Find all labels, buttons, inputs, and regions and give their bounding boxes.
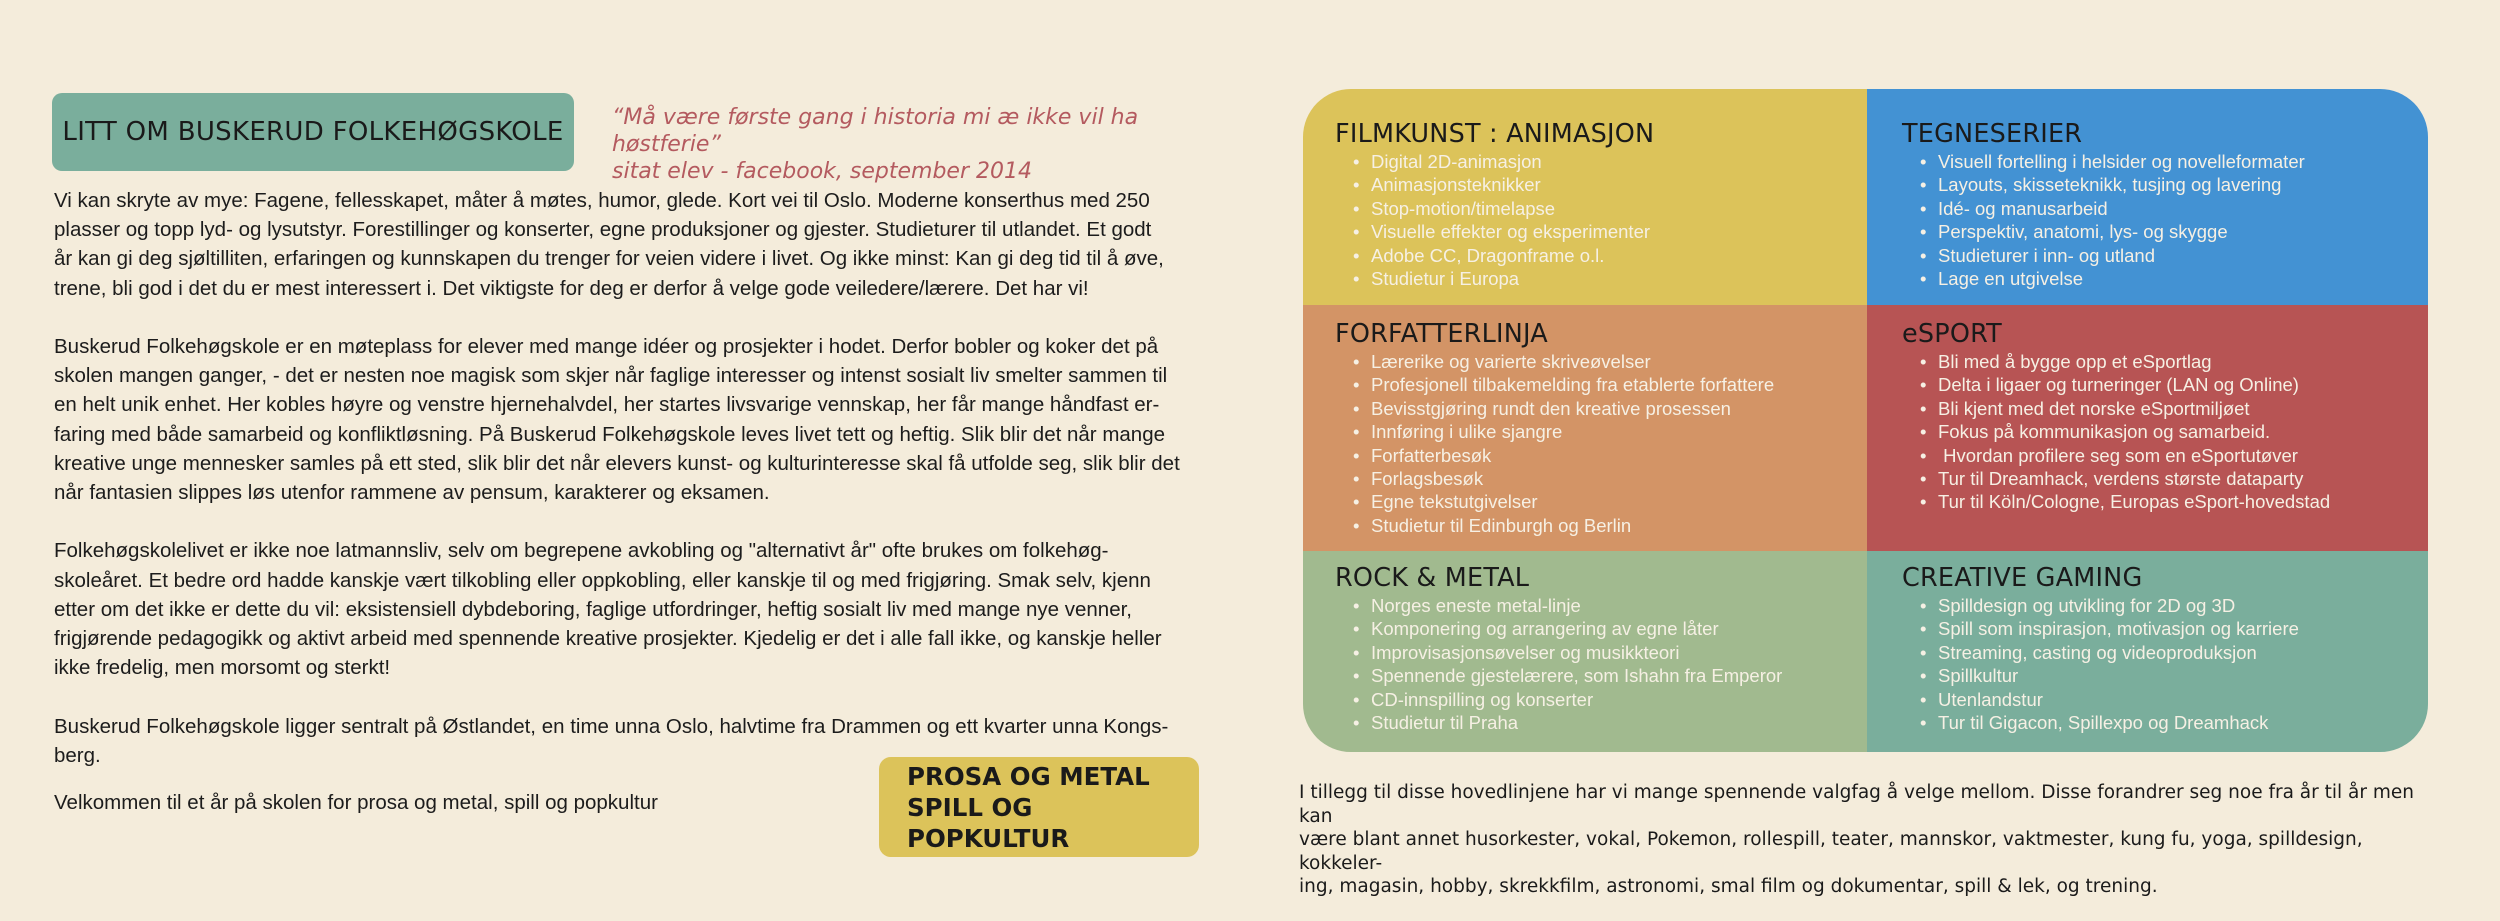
list-item: • Forlagsbesøk	[1371, 467, 1847, 490]
list-item: • Tur til Köln/Cologne, Europas eSport-hovedstad	[1938, 490, 2408, 513]
list-item: • Fokus på kommunikasjon og samarbeid.	[1938, 420, 2408, 443]
list-item: • Komponering og arrangering av egne låter	[1371, 617, 1847, 640]
list-item: • Innføring i ulike sjangre	[1371, 420, 1847, 443]
list-item: • Studietur i Europa	[1371, 267, 1847, 290]
program-title: ROCK & METAL	[1335, 563, 1530, 593]
list-item: • Stop-motion/timelapse	[1371, 197, 1847, 220]
list-item: • Perspektiv, anatomi, lys- og skygge	[1938, 220, 2408, 243]
list-item: • Studieturer i inn- og utland	[1938, 244, 2408, 267]
quote-source: sitat elev - facebook, september 2014	[612, 159, 1032, 184]
tagline-line-1: PROSA OG METAL	[907, 761, 1150, 791]
list-item: • Spill som inspirasjon, motivasjon og karriere	[1938, 617, 2408, 640]
tagline-badge	[879, 757, 1199, 857]
electives-line-1: I tillegg til disse hovedlinjene har vi mange spennende valgfag å velge mellom. Disse forandrer seg noe fra år til år men kan	[1299, 782, 2414, 827]
list-item: • Lage en utgivelse	[1938, 267, 2408, 290]
electives-line-2: være blant annet husorkester, vokal, Pokemon, rollespill, teater, mannskor, vaktmester, kung fu, yoga, spilldesign, kokkeler-	[1299, 829, 2363, 874]
program-filmkunst	[1303, 89, 1867, 305]
list-item: • Studietur til Edinburgh og Berlin	[1371, 514, 1847, 537]
welcome-text: Velkommen til et år på skolen for prosa og metal, spill og popkultur	[54, 791, 658, 814]
program-title: FILMKUNST : ANIMASJON	[1335, 119, 1655, 149]
tagline-line-2: SPILL OG POPKULTUR	[907, 792, 1070, 853]
list-item: • Bli kjent med det norske eSportmiljøet	[1938, 397, 2408, 420]
list-item: • Spilldesign og utvikling for 2D og 3D	[1938, 594, 2408, 617]
paragraph-2: Buskerud Folkehøgskole er en møteplass for elever med mange idéer og prosjekter i hodet. Derfor bobler og koker det på skolen mangen ganger, - det er nesten noe magisk som skjer når faglige interesser og intenst sosialt liv smelter sammen til en helt unik enhet. Her kobles høyre og venstre hjernehalvdel, her startes livsvarige vennskap, her får mange håndfast er- faring med både samarbeid og konfliktløsning. På Buskerud Folkehøgskole leves livet tett og heftig. Slik blir det når mange kreative unge mennesker samles på ett sted, slik blir det når elevers kunst- og kulturinteresse skal få utfolde seg, slik blir det når fantasien slippes løs utenfor rammene av pensum, karakterer og eksamen.	[54, 335, 1180, 505]
electives-text	[1299, 781, 2439, 899]
list-item: • Idé- og manusarbeid	[1938, 197, 2408, 220]
program-title: eSPORT	[1902, 319, 2002, 349]
list-item: • Improvisasjonsøvelser og musikkteori	[1371, 641, 1847, 664]
list-item: • Hvordan profilere seg som en eSportutøver	[1938, 444, 2408, 467]
list-item: • Tur til Gigacon, Spillexpo og Dreamhack	[1938, 711, 2408, 734]
list-item: • Spennende gjestelærere, som Ishahn fra Emperor	[1371, 664, 1847, 687]
program-list	[1902, 594, 2408, 734]
list-item: • Streaming, casting og videoproduksjon	[1938, 641, 2408, 664]
program-forfatterlinja	[1303, 305, 1867, 551]
intro-text	[54, 186, 1234, 799]
paragraph-3: Folkehøgskolelivet er ikke noe latmannsliv, selv om begrepene avkobling og "alternativt år" ofte brukes om folkehøg- skoleåret. Et bedre ord hadde kanskje vært tilkobling eller oppkobling, eller kanskje til og med frigjøring. Smak selv, kjenn etter om det ikke er dette du vil: eksistensiell dybdeboring, faglige utfordringer, heftig sosialt liv med mange nye venner, frigjørende pedagogikk og aktivt arbeid med spennende kreative prosjekter. Kjedelig er det i alle fall ikke, og kanskje heller ikke fredelig, men morsomt og sterkt!	[54, 539, 1162, 680]
program-title: TEGNESERIER	[1902, 119, 2083, 149]
list-item: • Visuelle effekter og eksperimenter	[1371, 220, 1847, 243]
list-item: • Lærerike og varierte skriveøvelser	[1371, 350, 1847, 373]
list-item: • Delta i ligaer og turneringer (LAN og Online)	[1938, 373, 2408, 396]
program-esport	[1867, 305, 2428, 551]
list-item: • Profesjonell tilbakemelding fra etablerte forfattere	[1371, 373, 1847, 396]
program-creative-gaming	[1867, 551, 2428, 752]
list-item: • Adobe CC, Dragonframe o.l.	[1371, 244, 1847, 267]
quote-text: “Må være første gang i historia mi æ ikke vil ha høstferie”	[612, 105, 1139, 157]
list-item: • Studietur til Praha	[1371, 711, 1847, 734]
school-title: LITT OM BUSKERUD FOLKEHØGSKOLE	[62, 117, 564, 147]
list-item: • Norges eneste metal-linje	[1371, 594, 1847, 617]
program-list	[1335, 594, 1847, 734]
list-item: • CD-innspilling og konserter	[1371, 688, 1847, 711]
program-grid	[1303, 89, 2428, 752]
program-rock-metal	[1303, 551, 1867, 752]
list-item: • Egne tekstutgivelser	[1371, 490, 1847, 513]
program-list	[1902, 350, 2408, 514]
program-title: FORFATTERLINJA	[1335, 319, 1548, 349]
list-item: • Animasjonsteknikker	[1371, 173, 1847, 196]
program-list	[1902, 150, 2408, 290]
student-quote	[612, 104, 1252, 185]
list-item: • Digital 2D-animasjon	[1371, 150, 1847, 173]
program-list	[1335, 150, 1847, 290]
electives-line-3: ing, magasin, hobby, skrekkfilm, astronomi, smal film og dokumentar, spill & lek, og trening.	[1299, 876, 2158, 897]
list-item: • Forfatterbesøk	[1371, 444, 1847, 467]
school-title-badge	[52, 93, 574, 171]
program-list	[1335, 350, 1847, 537]
program-tegneserier	[1867, 89, 2428, 305]
list-item: • Bevisstgjøring rundt den kreative prosessen	[1371, 397, 1847, 420]
list-item: • Visuell fortelling i helsider og novelleformater	[1938, 150, 2408, 173]
list-item: • Utenlandstur	[1938, 688, 2408, 711]
paragraph-4: Buskerud Folkehøgskole ligger sentralt på Østlandet, en time unna Oslo, halvtime fra Drammen og ett kvarter unna Kongs- berg.	[54, 714, 1169, 767]
list-item: • Spillkultur	[1938, 664, 2408, 687]
list-item: • Tur til Dreamhack, verdens største dataparty	[1938, 467, 2408, 490]
list-item: • Layouts, skisseteknikk, tusjing og lavering	[1938, 173, 2408, 196]
program-title: CREATIVE GAMING	[1902, 563, 2143, 593]
list-item: • Bli med å bygge opp et eSportlag	[1938, 350, 2408, 373]
paragraph-1: Vi kan skryte av mye: Fagene, fellesskapet, måter å møtes, humor, glede. Kort vei til Oslo. Moderne konserthus med 250 plasser og topp lyd- og lysutstyr. Forestillinger og konserter, egne produksjoner og gjester. Studieturer til utlandet. Et godt år kan gi deg sjøltilliten, erfaringen og kunnskapen du trenger for veien videre i livet. Og ikke minst: Kan gi deg tid til å øve, trene, bli god i det du er mest interessert i. Det viktigste for deg er derfor å velge gode veiledere/lærere. Det har vi!	[54, 189, 1164, 300]
